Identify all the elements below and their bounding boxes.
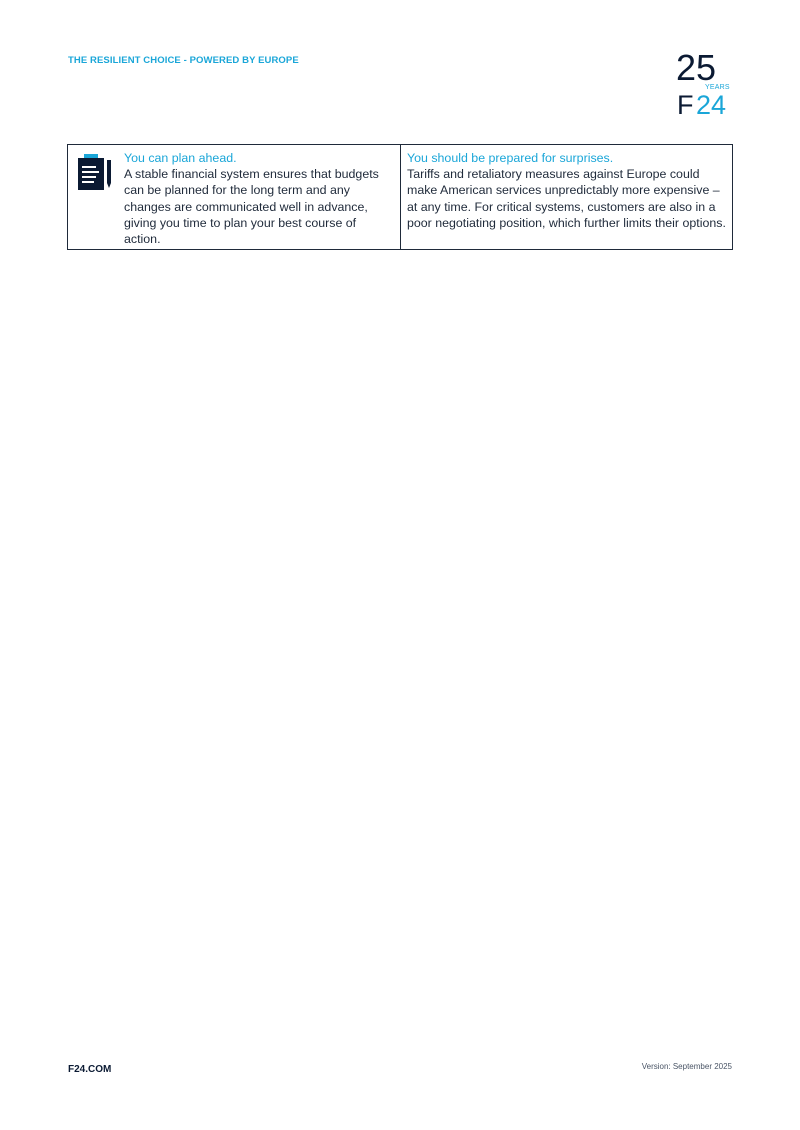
left-column-text xyxy=(124,150,396,247)
right-body: Tariffs and retaliatory measures against Europe could make American services unpredictably more expensive – at any time. For critical systems, customers are also in a poor negotiating position, which further limits their options. xyxy=(407,167,726,230)
logo-years: YEARS xyxy=(705,84,730,91)
comparison-table xyxy=(67,144,733,250)
clipboard-icon xyxy=(77,154,113,194)
left-body: A stable financial system ensures that budgets can be planned for the long term and any changes are communicated well in advance, giving you time to plan your best course of action. xyxy=(124,167,379,247)
comparison-cell-right xyxy=(401,145,732,249)
comparison-cell-left xyxy=(68,145,401,249)
right-column-text xyxy=(407,150,727,231)
footer-version: Version: September 2025 xyxy=(641,1062,732,1071)
header-tagline: THE RESILIENT CHOICE - POWERED BY EUROPE xyxy=(68,55,299,66)
footer-site-link[interactable]: F24.COM xyxy=(68,1064,112,1075)
right-heading: You should be prepared for surprises. xyxy=(407,151,614,165)
logo-24: 24 xyxy=(696,90,727,120)
logo-25: 25 xyxy=(676,47,717,88)
logo-f: F xyxy=(677,90,694,120)
left-heading: You can plan ahead. xyxy=(124,151,237,165)
f24-25-years-logo xyxy=(674,47,736,122)
